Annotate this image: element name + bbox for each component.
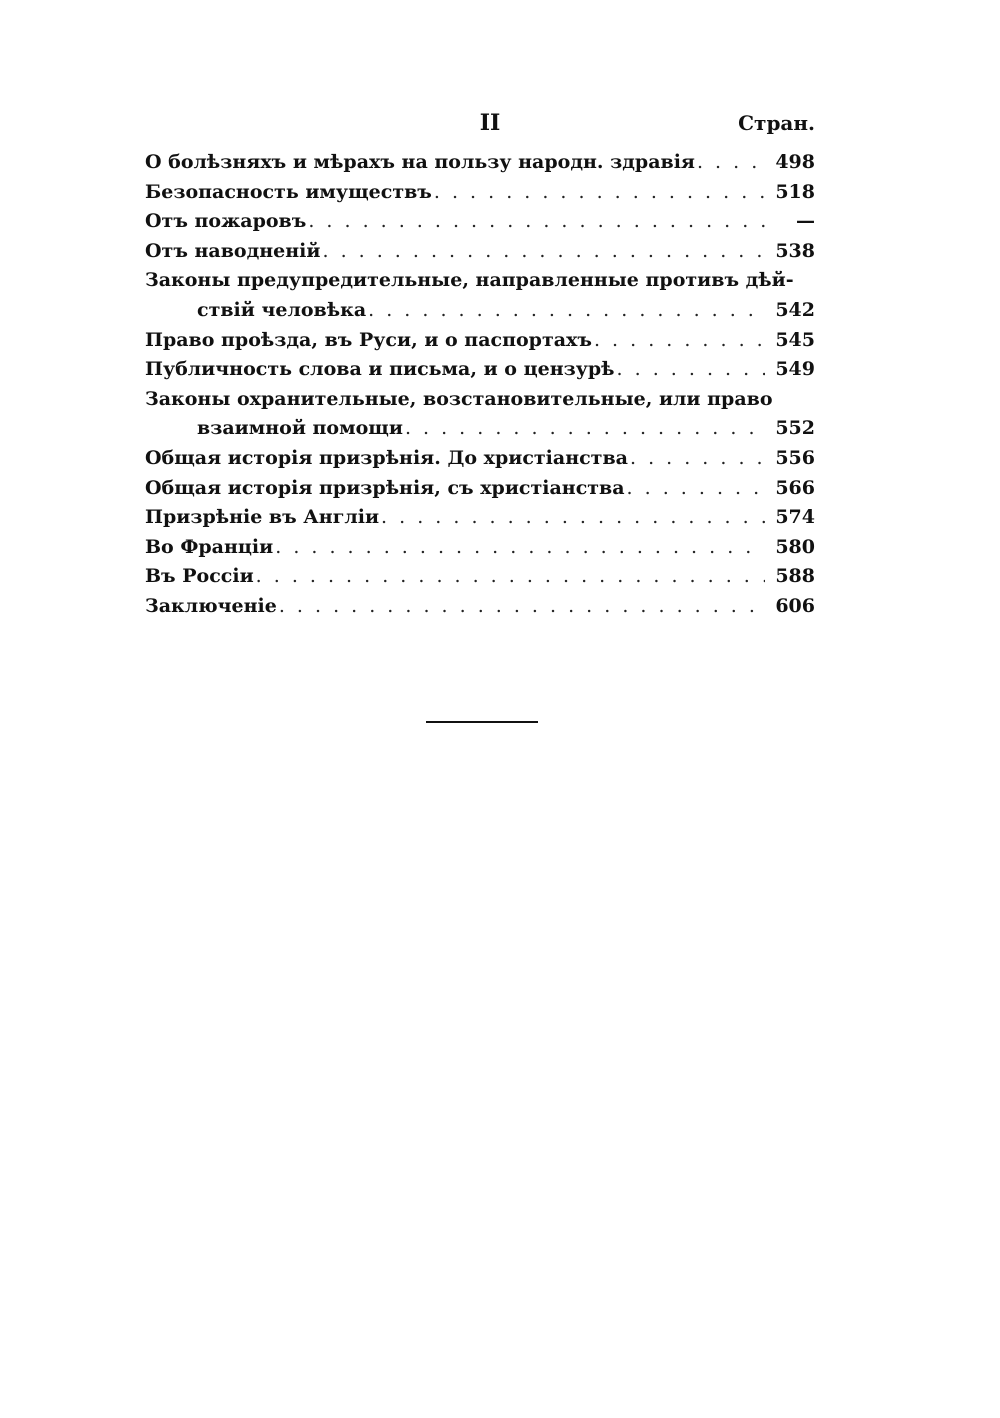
toc-entry-page: 606: [775, 594, 815, 617]
toc-leader-dots: [368, 296, 765, 326]
table-of-contents: [145, 148, 815, 622]
section-end-rule: [426, 721, 538, 723]
toc-leader-dots: [322, 237, 765, 267]
toc-entry-title: Право проѣзда, въ Руси, и о паспортахъ: [145, 328, 592, 351]
toc-entry-page: 574: [775, 506, 815, 529]
toc-entry-title: Общая исторія призрѣнія. До христіанства: [145, 446, 628, 469]
toc-leader-dots: [279, 592, 765, 622]
toc-entry-title: О болѣзняхъ и мѣрахъ на пользу народн. здравія: [145, 151, 695, 173]
toc-entry-title: Отъ наводненій: [145, 239, 321, 262]
toc-leader-dots: [381, 503, 765, 533]
toc-entry-title: Заключеніе: [145, 594, 277, 617]
toc-entry-page: 552: [775, 417, 815, 440]
toc-leader-dots: [308, 207, 765, 237]
toc-entry-title: взаимной помощи: [197, 417, 403, 440]
toc-entry-page: 580: [775, 535, 815, 558]
toc-entry: [145, 148, 815, 178]
toc-leader-dots: [405, 414, 765, 444]
toc-entry-page: 549: [775, 358, 815, 381]
toc-leader-dots: [617, 355, 765, 385]
toc-leader-dots: [594, 326, 765, 356]
toc-entry-title: Безопасность имуществъ: [145, 180, 432, 203]
toc-entry: [145, 444, 815, 474]
toc-entry-title: Публичность слова и письма, и о цензурѣ: [145, 358, 615, 381]
toc-entry: [145, 178, 815, 208]
toc-entry-page: 518: [775, 180, 815, 203]
toc-entry-continuation: [145, 296, 815, 326]
toc-entry: [145, 533, 815, 563]
toc-leader-dots: [256, 562, 765, 592]
toc-entry-title: Законы предупредительные, направленные противъ дѣй-: [145, 269, 794, 292]
toc-entry: [145, 503, 815, 533]
toc-entry-title: Общая исторія призрѣнія, съ христіанства: [145, 476, 625, 499]
toc-entry-title: Во Франціи: [145, 535, 274, 558]
toc-entry: [145, 592, 815, 622]
toc-entry: [145, 207, 815, 237]
toc-entry: [145, 355, 815, 385]
toc-entry-page: 556: [775, 446, 815, 469]
toc-leader-dots: [275, 533, 765, 563]
toc-entry-page: 542: [775, 298, 815, 321]
toc-entry-title: Въ Россіи: [145, 565, 254, 588]
page-number: II: [479, 110, 501, 136]
toc-entry-page: 538: [775, 239, 815, 262]
toc-entry: [145, 474, 815, 504]
toc-entry: [145, 562, 815, 592]
toc-entry: [145, 326, 815, 356]
page-header: [145, 106, 815, 140]
toc-entry-first-line: [145, 385, 815, 415]
toc-entry: [145, 237, 815, 267]
toc-entry-title: Отъ пожаровъ: [145, 210, 307, 233]
toc-entry-page: 588: [775, 565, 815, 588]
toc-entry-page: 498: [775, 151, 815, 173]
toc-entry-first-line: [145, 266, 815, 296]
toc-leader-dots: [627, 474, 765, 504]
toc-leader-dots: [630, 444, 765, 474]
page-column-label: Стран.: [738, 111, 815, 135]
toc-entry-title: ствій человѣка: [197, 298, 367, 321]
toc-entry-title: Призрѣніе въ Англіи: [145, 506, 380, 529]
toc-leader-dots: [697, 148, 765, 178]
toc-entry-page: 566: [775, 476, 815, 499]
toc-entry-continuation: [145, 414, 815, 444]
toc-leader-dots: [434, 178, 765, 208]
toc-entry-title: Законы охранительные, возстановительные, или право: [145, 387, 773, 410]
toc-entry-page: 545: [775, 328, 815, 351]
toc-entry-page: —: [796, 210, 815, 233]
